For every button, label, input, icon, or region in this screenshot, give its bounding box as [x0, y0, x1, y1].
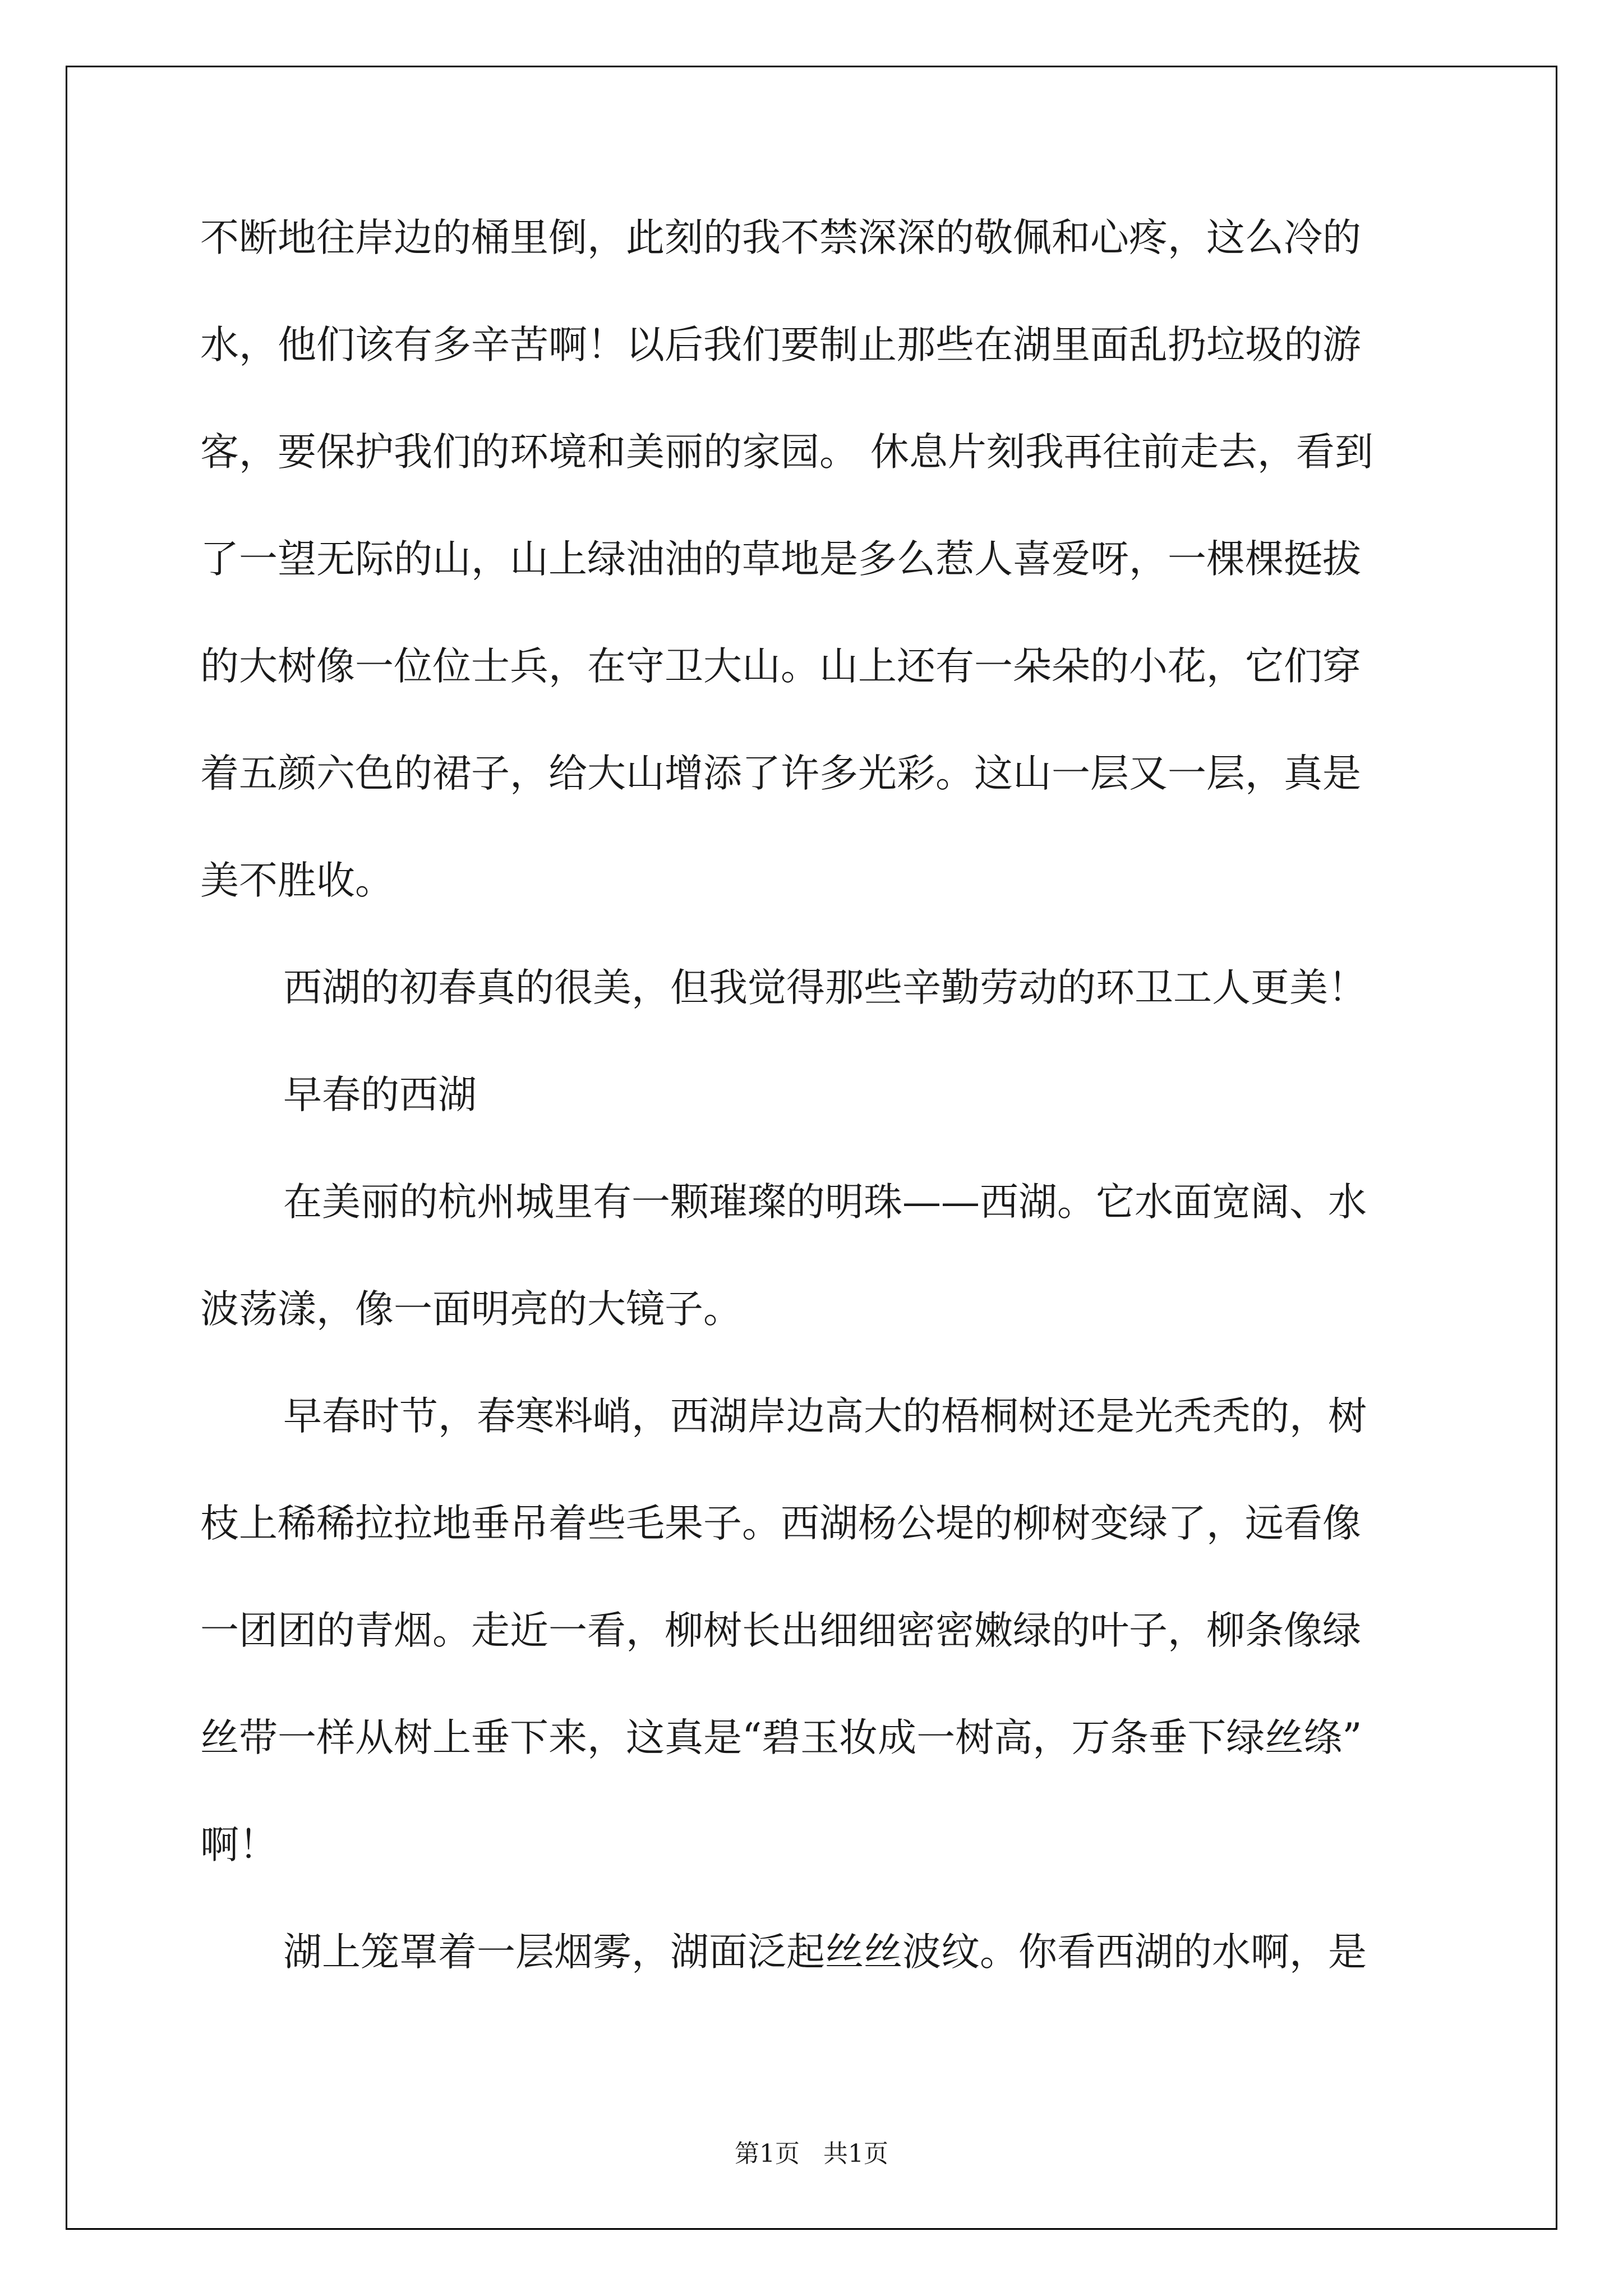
- text-line: 不断地往岸边的桶里倒，此刻的我不禁深深的敬佩和心疼，这么冷的: [200, 215, 1361, 260]
- text-line: 着五颜六色的裙子，给大山增添了许多光彩。这山一层又一层，真是: [200, 751, 1361, 796]
- paragraph-start: 在美丽的杭州城里有一颗璀璨的明珠——西湖。它水面宽阔、水: [283, 1180, 1367, 1225]
- section-heading: 早春的西湖: [283, 1073, 477, 1117]
- text-line: 的大树像一位位士兵，在守卫大山。山上还有一朵朵的小花，它们穿: [200, 644, 1361, 689]
- text-line: 枝上稀稀拉拉地垂吊着些毛果子。西湖杨公堤的柳树变绿了，远看像: [200, 1501, 1361, 1546]
- text-line: 丝带一样从树上垂下来，这真是“碧玉妆成一树高，万条垂下绿丝绦”: [200, 1715, 1362, 1760]
- text-line: 客，要保护我们的环境和美丽的家园。 休息片刻我再往前走去，看到: [200, 430, 1373, 475]
- page-number-footer: 第1页 共1页: [735, 2139, 888, 2168]
- text-line: 波荡漾，像一面明亮的大镜子。: [200, 1287, 742, 1332]
- paragraph-start: 西湖的初春真的很美，但我觉得那些辛勤劳动的环卫工人更美！: [283, 965, 1367, 1010]
- text-line: 一团团的青烟。走近一看，柳树长出细细密密嫩绿的叶子，柳条像绿: [200, 1608, 1361, 1653]
- paragraph-start: 早春时节，春寒料峭，西湖岸边高大的梧桐树还是光秃秃的，树: [283, 1394, 1367, 1439]
- paragraph-start: 湖上笼罩着一层烟雾，湖面泛起丝丝波纹。你看西湖的水啊，是: [283, 1930, 1367, 1975]
- text-line: 水，他们该有多辛苦啊！以后我们要制止那些在湖里面乱扔垃圾的游: [200, 323, 1361, 367]
- text-line: 美不胜收。: [200, 858, 394, 903]
- text-line: 啊！: [200, 1823, 278, 1867]
- text-line: 了一望无际的山，山上绿油油的草地是多么惹人喜爱呀，一棵棵挺拔: [200, 537, 1361, 582]
- document-body: [200, 209, 1445, 2030]
